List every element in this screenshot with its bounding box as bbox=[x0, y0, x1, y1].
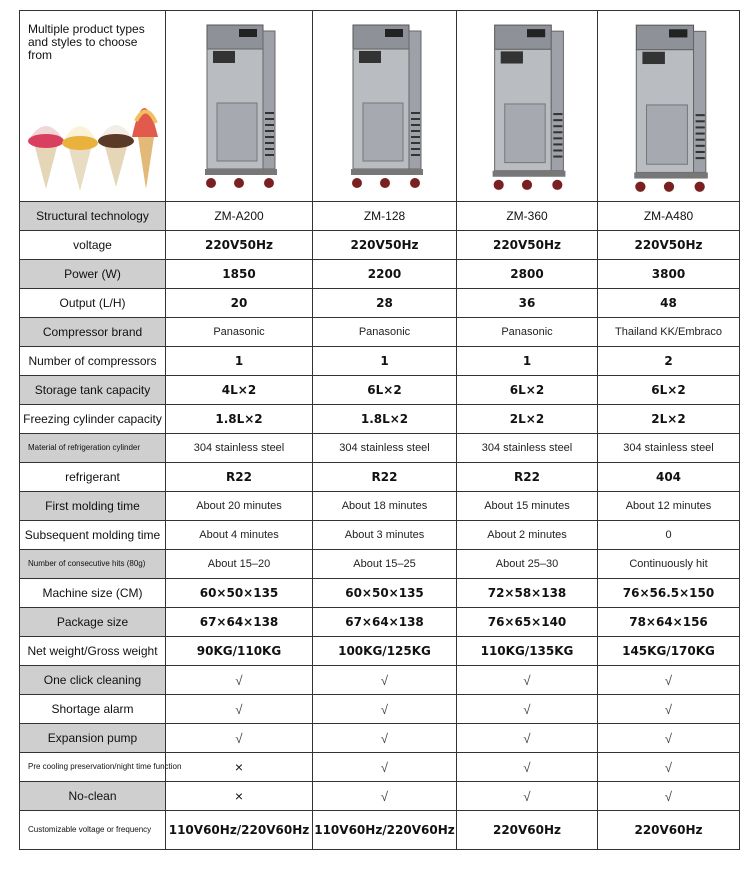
spec-value: 76×56.5×150 bbox=[598, 579, 740, 608]
spec-label: Freezing cylinder capacity bbox=[20, 405, 166, 434]
spec-value: 404 bbox=[598, 463, 740, 492]
ice-cream-machine-image bbox=[199, 17, 279, 195]
spec-value: About 2 minutes bbox=[457, 521, 598, 550]
spec-value: About 18 minutes bbox=[313, 492, 457, 521]
spec-label: Number of consecutive hits (80g) bbox=[20, 550, 166, 579]
spec-row bbox=[20, 434, 740, 463]
spec-label: Structural technology bbox=[20, 202, 166, 231]
spec-value: 1 bbox=[457, 347, 598, 376]
ice-cream-machine-image bbox=[484, 17, 570, 197]
spec-value: √ bbox=[457, 666, 598, 695]
spec-value: Panasonic bbox=[457, 318, 598, 347]
spec-value: About 3 minutes bbox=[313, 521, 457, 550]
spec-value: √ bbox=[313, 724, 457, 753]
spec-label: Expansion pump bbox=[20, 724, 166, 753]
spec-value: 90KG/110KG bbox=[166, 637, 313, 666]
spec-label: Material of refrigeration cylinder bbox=[20, 434, 166, 463]
spec-row bbox=[20, 608, 740, 637]
spec-value: About 12 minutes bbox=[598, 492, 740, 521]
spec-row bbox=[20, 753, 740, 782]
spec-value: 1 bbox=[166, 347, 313, 376]
spec-value: 60×50×135 bbox=[166, 579, 313, 608]
spec-value: √ bbox=[166, 666, 313, 695]
spec-label: Storage tank capacity bbox=[20, 376, 166, 405]
spec-sheet bbox=[19, 10, 739, 850]
spec-row bbox=[20, 463, 740, 492]
spec-label: Net weight/Gross weight bbox=[20, 637, 166, 666]
spec-value: 78×64×156 bbox=[598, 608, 740, 637]
machine-image-cell bbox=[166, 11, 313, 202]
ice-cream-cones-image bbox=[20, 81, 166, 201]
spec-value: √ bbox=[598, 782, 740, 811]
spec-value: 67×64×138 bbox=[166, 608, 313, 637]
spec-value: 2 bbox=[598, 347, 740, 376]
spec-value: 2L×2 bbox=[457, 405, 598, 434]
spec-value: 1.8L×2 bbox=[166, 405, 313, 434]
spec-value: 28 bbox=[313, 289, 457, 318]
spec-label: refrigerant bbox=[20, 463, 166, 492]
spec-value: ZM-360 bbox=[457, 202, 598, 231]
spec-value: 76×65×140 bbox=[457, 608, 598, 637]
spec-row bbox=[20, 637, 740, 666]
spec-label: No-clean bbox=[20, 782, 166, 811]
ice-cream-machine-image bbox=[623, 17, 715, 199]
spec-value: Panasonic bbox=[166, 318, 313, 347]
spec-value: About 4 minutes bbox=[166, 521, 313, 550]
spec-value: √ bbox=[166, 695, 313, 724]
spec-row bbox=[20, 579, 740, 608]
spec-value: 6L×2 bbox=[598, 376, 740, 405]
spec-value: About 15–20 bbox=[166, 550, 313, 579]
spec-value: R22 bbox=[313, 463, 457, 492]
spec-row bbox=[20, 405, 740, 434]
spec-value: 1 bbox=[313, 347, 457, 376]
spec-value: About 20 minutes bbox=[166, 492, 313, 521]
spec-label: Machine size (CM) bbox=[20, 579, 166, 608]
spec-value: 304 stainless steel bbox=[598, 434, 740, 463]
spec-row bbox=[20, 550, 740, 579]
spec-row bbox=[20, 347, 740, 376]
spec-value: √ bbox=[313, 666, 457, 695]
spec-value: Thailand KK/Embraco bbox=[598, 318, 740, 347]
spec-label: One click cleaning bbox=[20, 666, 166, 695]
spec-value: About 15 minutes bbox=[457, 492, 598, 521]
spec-value: Panasonic bbox=[313, 318, 457, 347]
spec-value: ZM-A480 bbox=[598, 202, 740, 231]
machine-image-cell bbox=[598, 11, 740, 202]
spec-value: 304 stainless steel bbox=[457, 434, 598, 463]
spec-label: Subsequent molding time bbox=[20, 521, 166, 550]
spec-value: 110V60Hz/220V60Hz bbox=[166, 811, 313, 850]
machine-image-cell bbox=[457, 11, 598, 202]
spec-value: 220V60Hz bbox=[457, 811, 598, 850]
spec-value: 220V50Hz bbox=[166, 231, 313, 260]
spec-value: 4L×2 bbox=[166, 376, 313, 405]
spec-row bbox=[20, 724, 740, 753]
spec-value: 2L×2 bbox=[598, 405, 740, 434]
spec-value: 67×64×138 bbox=[313, 608, 457, 637]
spec-value: √ bbox=[457, 724, 598, 753]
spec-label: Shortage alarm bbox=[20, 695, 166, 724]
spec-value: √ bbox=[166, 724, 313, 753]
spec-row bbox=[20, 376, 740, 405]
spec-label: First molding time bbox=[20, 492, 166, 521]
spec-value: √ bbox=[313, 695, 457, 724]
spec-value: 3800 bbox=[598, 260, 740, 289]
spec-value: 1850 bbox=[166, 260, 313, 289]
spec-value: √ bbox=[598, 753, 740, 782]
spec-value: 100KG/125KG bbox=[313, 637, 457, 666]
spec-value: 0 bbox=[598, 521, 740, 550]
spec-value: 36 bbox=[457, 289, 598, 318]
spec-label: Package size bbox=[20, 608, 166, 637]
spec-label: Power (W) bbox=[20, 260, 166, 289]
machine-image-cell bbox=[313, 11, 457, 202]
spec-row bbox=[20, 666, 740, 695]
spec-row bbox=[20, 202, 740, 231]
spec-value: Continuously hit bbox=[598, 550, 740, 579]
spec-value: √ bbox=[457, 782, 598, 811]
spec-value: About 15–25 bbox=[313, 550, 457, 579]
intro-text: Multiple product types and styles to choose from bbox=[28, 22, 145, 62]
spec-row bbox=[20, 318, 740, 347]
spec-value: ZM-128 bbox=[313, 202, 457, 231]
spec-label: Compressor brand bbox=[20, 318, 166, 347]
spec-value: 220V60Hz bbox=[598, 811, 740, 850]
spec-label: Customizable voltage or frequency bbox=[20, 811, 166, 850]
spec-value: ZM-A200 bbox=[166, 202, 313, 231]
spec-value: 1.8L×2 bbox=[313, 405, 457, 434]
spec-value: 110V60Hz/220V60Hz bbox=[313, 811, 457, 850]
spec-value: √ bbox=[313, 753, 457, 782]
spec-row bbox=[20, 260, 740, 289]
spec-row bbox=[20, 492, 740, 521]
spec-value: 2800 bbox=[457, 260, 598, 289]
spec-table bbox=[19, 10, 740, 850]
spec-value: 220V50Hz bbox=[598, 231, 740, 260]
spec-value: √ bbox=[457, 695, 598, 724]
image-row bbox=[20, 11, 740, 202]
spec-label: Output (L/H) bbox=[20, 289, 166, 318]
spec-value: 48 bbox=[598, 289, 740, 318]
spec-row bbox=[20, 289, 740, 318]
spec-value: 145KG/170KG bbox=[598, 637, 740, 666]
ice-cream-machine-image bbox=[345, 17, 425, 195]
spec-value: 110KG/135KG bbox=[457, 637, 598, 666]
spec-value: 20 bbox=[166, 289, 313, 318]
spec-value: √ bbox=[598, 724, 740, 753]
spec-label: Pre cooling preservation/night time function bbox=[20, 753, 166, 782]
spec-row bbox=[20, 782, 740, 811]
intro-cell bbox=[20, 11, 166, 202]
spec-value: × bbox=[166, 782, 313, 811]
spec-body bbox=[20, 202, 740, 850]
spec-value: 304 stainless steel bbox=[166, 434, 313, 463]
spec-value: √ bbox=[457, 753, 598, 782]
spec-row bbox=[20, 521, 740, 550]
spec-value: 6L×2 bbox=[313, 376, 457, 405]
spec-label: voltage bbox=[20, 231, 166, 260]
spec-value: × bbox=[166, 753, 313, 782]
spec-value: 220V50Hz bbox=[313, 231, 457, 260]
spec-label: Number of compressors bbox=[20, 347, 166, 376]
spec-value: R22 bbox=[166, 463, 313, 492]
spec-row bbox=[20, 231, 740, 260]
spec-value: About 25–30 bbox=[457, 550, 598, 579]
spec-value: 304 stainless steel bbox=[313, 434, 457, 463]
spec-value: R22 bbox=[457, 463, 598, 492]
spec-value: 6L×2 bbox=[457, 376, 598, 405]
spec-value: 72×58×138 bbox=[457, 579, 598, 608]
spec-row bbox=[20, 695, 740, 724]
spec-value: 220V50Hz bbox=[457, 231, 598, 260]
spec-value: 2200 bbox=[313, 260, 457, 289]
spec-value: √ bbox=[313, 782, 457, 811]
spec-value: √ bbox=[598, 666, 740, 695]
spec-value: √ bbox=[598, 695, 740, 724]
spec-value: 60×50×135 bbox=[313, 579, 457, 608]
spec-row bbox=[20, 811, 740, 850]
